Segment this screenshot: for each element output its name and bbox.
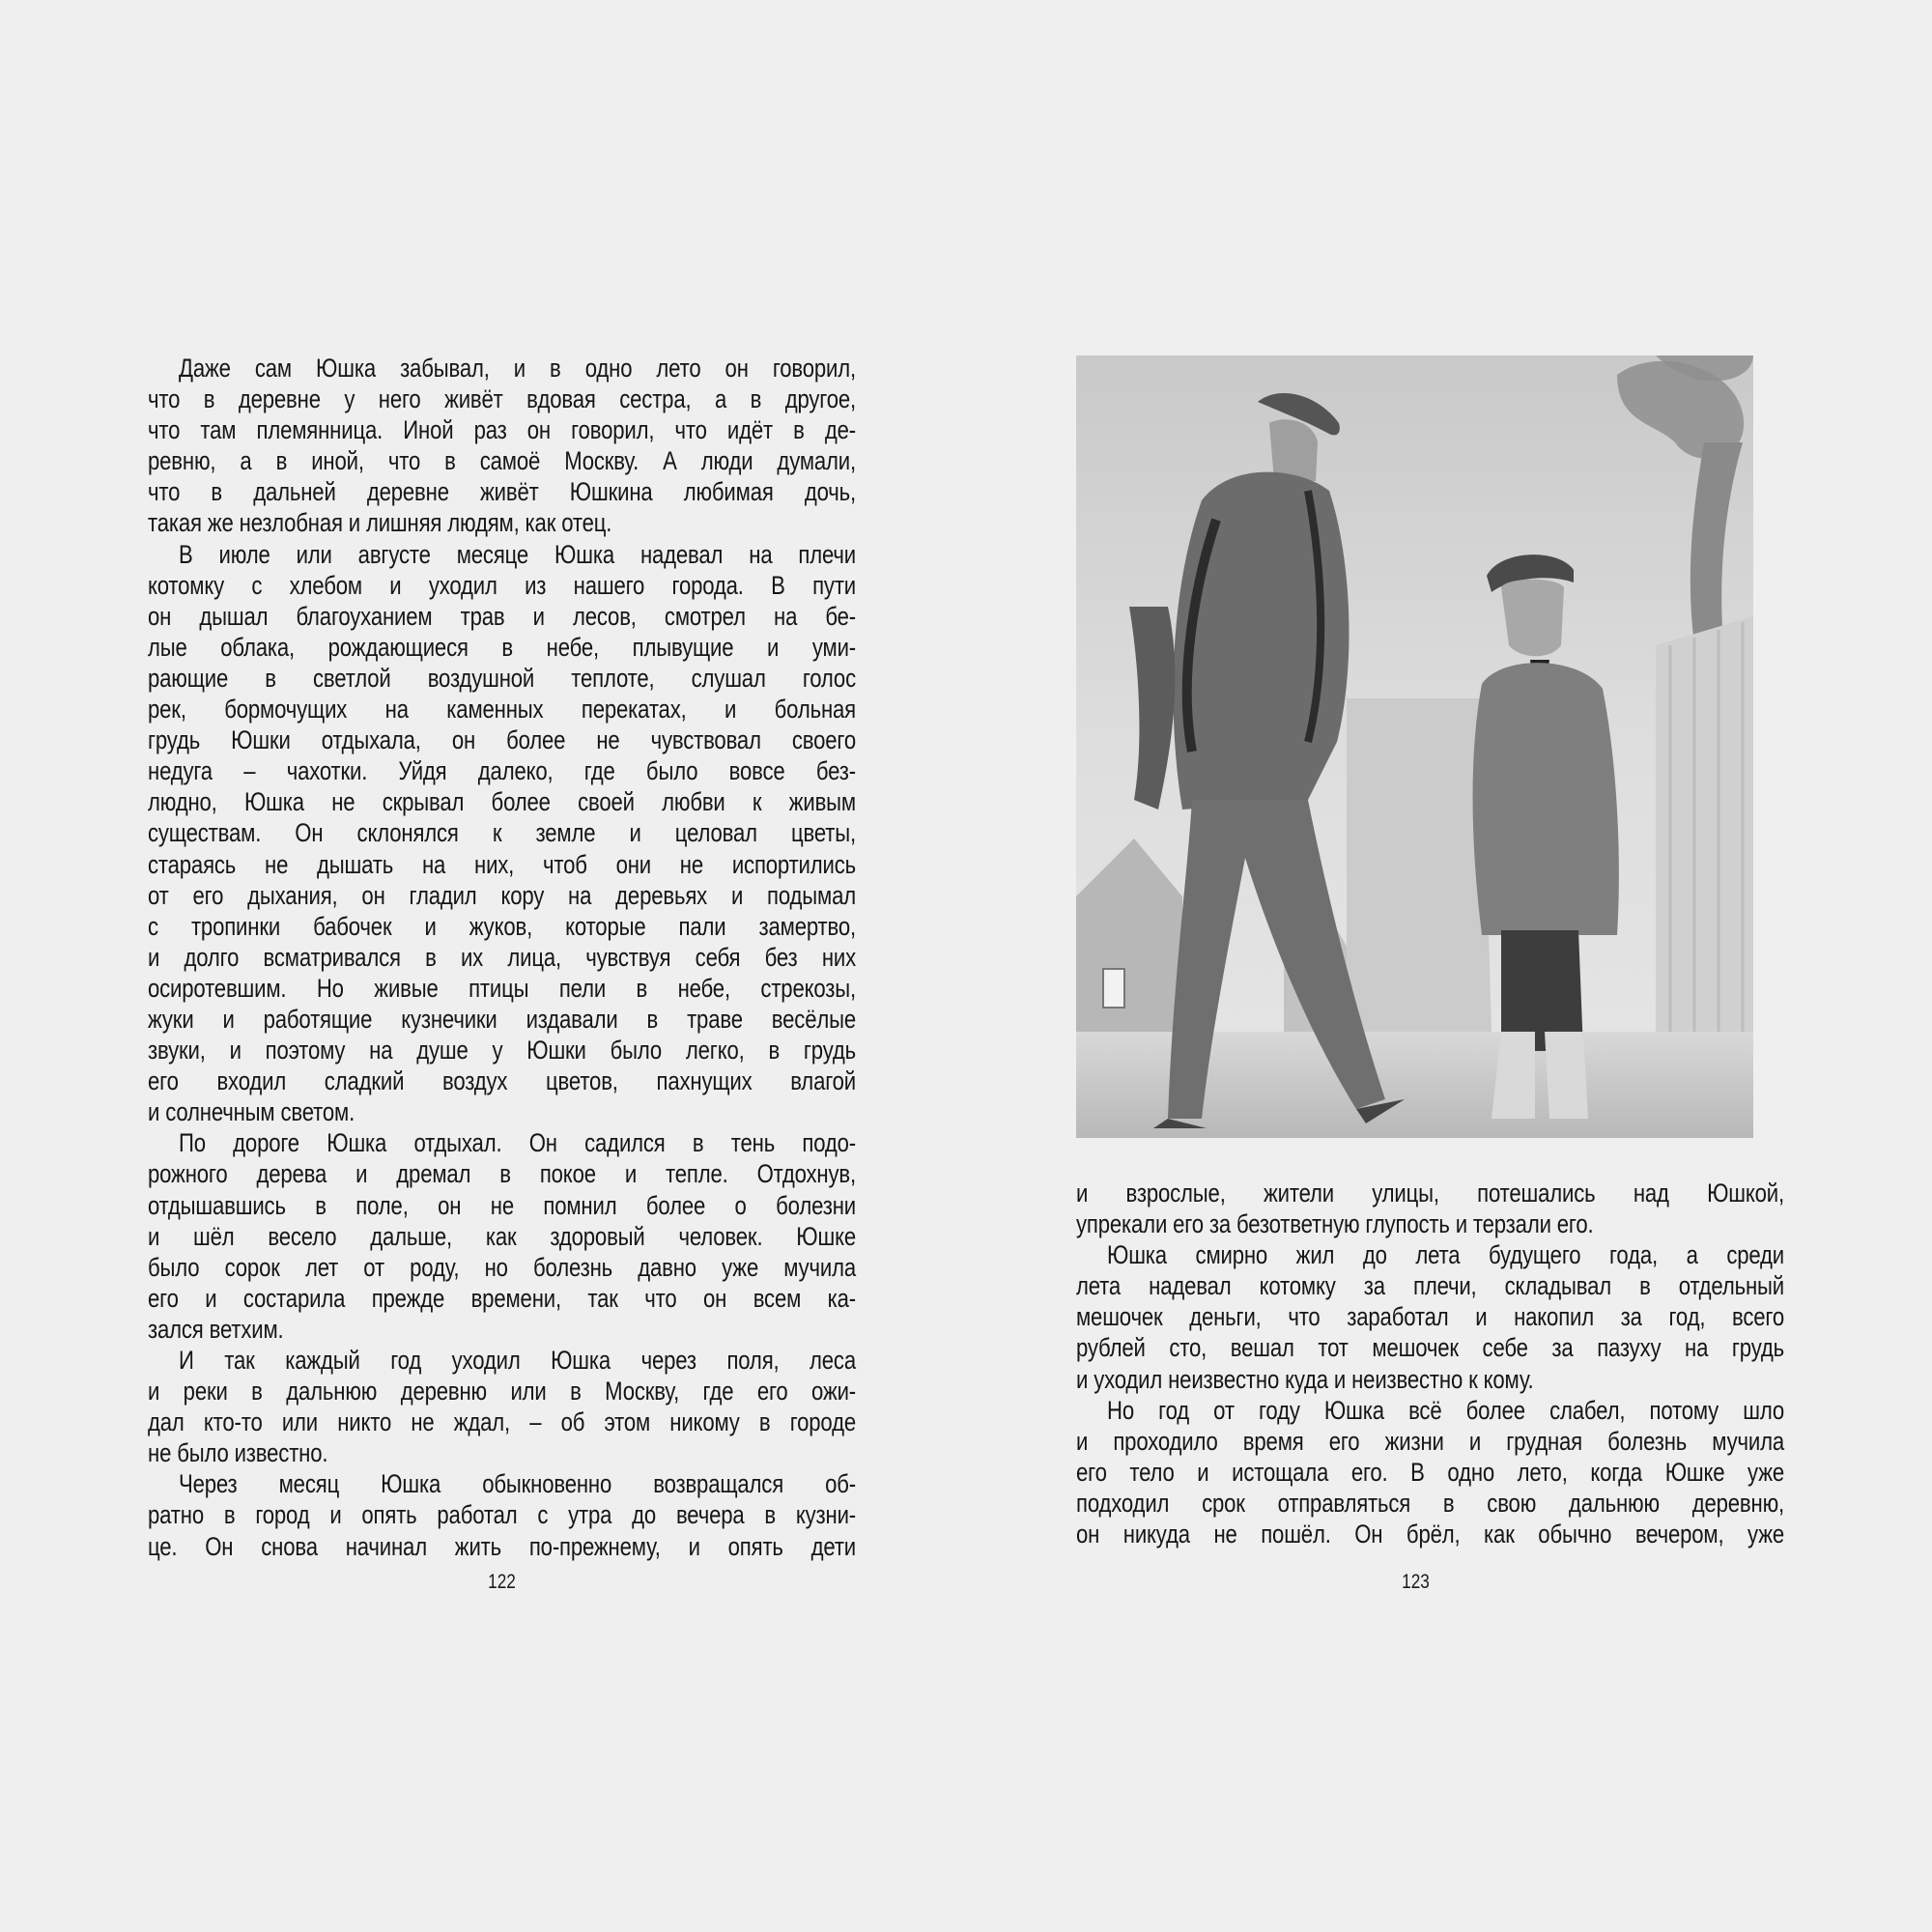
text-line bbox=[148, 476, 856, 507]
text-line bbox=[148, 1499, 856, 1530]
text-line-content: рожного дерева и дремал в покое и тепле. Отдохнув, bbox=[148, 1159, 856, 1189]
text-line-content: це. Он снова начинал жить по-прежнему, и опять дети bbox=[148, 1531, 857, 1561]
text-line bbox=[148, 1004, 856, 1035]
text-line bbox=[148, 880, 856, 911]
text-line-content: осиротевшим. Но живые птицы пели в небе, стрекозы, bbox=[148, 973, 856, 1003]
text-line-content: что в деревне у него живёт вдовая сестра, а в другое, bbox=[148, 384, 856, 414]
page-number-left: 122 bbox=[488, 1571, 517, 1593]
text-line-content: отдышавшись в поле, он не помнил более о болезни bbox=[148, 1190, 857, 1220]
text-line bbox=[148, 1345, 856, 1376]
text-line bbox=[148, 539, 856, 570]
text-line bbox=[1076, 1519, 1784, 1549]
text-line-content: лые облака, рождающиеся в небе, плывущие и уми- bbox=[148, 632, 857, 662]
text-line bbox=[148, 1437, 856, 1468]
text-line-content: Но год от году Юшка всё более слабел, потому шло bbox=[1107, 1395, 1785, 1425]
text-line-content: ратно в город и опять работал с утра до вечера в кузни- bbox=[148, 1500, 857, 1530]
text-line-content: ревню, а в иной, что в самоё Москву. А люди думали, bbox=[148, 446, 857, 476]
text-line bbox=[148, 694, 856, 724]
text-line bbox=[1076, 1364, 1784, 1395]
left-text-column bbox=[148, 353, 856, 1562]
text-line bbox=[148, 1035, 856, 1065]
text-line-content: дал кто-то или никто не ждал, – об этом никому в городе bbox=[148, 1407, 856, 1437]
text-line-content: недуга – чахотки. Уйдя далеко, где было вовсе без- bbox=[148, 756, 856, 786]
text-line bbox=[1076, 1332, 1784, 1363]
text-line-content: И так каждый год уходил Юшка через поля, леса bbox=[179, 1346, 856, 1375]
text-line-content: Юшка смирно жил до лета будущего года, а среди bbox=[1107, 1240, 1784, 1270]
text-line bbox=[1076, 1270, 1784, 1301]
text-line bbox=[1076, 1239, 1784, 1270]
text-line-content: не было известно. bbox=[148, 1438, 328, 1468]
text-line-content: существам. Он склонялся к земле и целовал цветы, bbox=[148, 818, 857, 848]
text-line-content: В июле или августе месяце Юшка надевал на плечи bbox=[179, 539, 856, 569]
text-line bbox=[1076, 1208, 1784, 1239]
illustration-watercolor-figures bbox=[1076, 355, 1753, 1138]
illustration bbox=[1076, 355, 1753, 1138]
text-line bbox=[148, 1531, 856, 1562]
text-line bbox=[148, 1314, 856, 1345]
text-line bbox=[148, 786, 856, 817]
text-line bbox=[148, 1468, 856, 1499]
text-line bbox=[148, 632, 856, 663]
text-line bbox=[148, 911, 856, 942]
text-line-content: котомку с хлебом и уходил из нашего города. В пути bbox=[148, 570, 857, 600]
text-line bbox=[1076, 1426, 1784, 1457]
text-line bbox=[1076, 1178, 1784, 1208]
text-line-content: мешочек деньги, что заработал и накопил за год, всего bbox=[1076, 1302, 1785, 1332]
text-line-content: такая же незлобная и лишняя людям, как отец. bbox=[148, 508, 612, 538]
text-line-content: было сорок лет от роду, но болезнь давно уже мучила bbox=[148, 1252, 857, 1282]
page-number-right: 123 bbox=[1402, 1571, 1431, 1593]
text-line bbox=[148, 570, 856, 601]
text-line-content: он никуда не пошёл. Он брёл, как обычно вечером, уже bbox=[1076, 1520, 1784, 1549]
text-line-content: Через месяц Юшка обыкновенно возвращался об- bbox=[179, 1469, 856, 1499]
text-line-content: упрекали его за безответную глупость и терзали его. bbox=[1076, 1209, 1594, 1239]
text-line bbox=[148, 1065, 856, 1096]
text-line bbox=[148, 663, 856, 694]
text-line bbox=[148, 353, 856, 384]
text-line-content: рублей сто, вешал тот мешочек себе за пазуху на грудь bbox=[1076, 1333, 1785, 1363]
text-line-content: рек, бормочущих на каменных перекатах, и больная bbox=[148, 695, 857, 724]
text-line-content: его и состарила прежде времени, так что он всем ка- bbox=[148, 1283, 857, 1313]
text-line-content: что в дальней деревне живёт Юшкина любимая дочь, bbox=[148, 477, 857, 507]
text-line-content: жуки и работящие кузнечики издавали в траве весёлые bbox=[148, 1004, 856, 1034]
text-line-content: и взрослые, жители улицы, потешались над Юшкой, bbox=[1076, 1179, 1785, 1208]
text-line bbox=[1076, 1457, 1784, 1488]
text-line-content: зался ветхим. bbox=[148, 1314, 284, 1344]
text-line bbox=[148, 1252, 856, 1283]
text-line-content: людно, Юшка не скрывал более своей любви к живым bbox=[148, 787, 856, 817]
text-line-content: от его дыхания, он гладил кору на деревьях и подымал bbox=[148, 880, 857, 910]
text-line-content: и уходил неизвестно куда и неизвестно к кому. bbox=[1076, 1364, 1534, 1394]
text-line-content: и долго всматривался в их лица, чувствуя себя без них bbox=[148, 942, 856, 972]
text-line bbox=[148, 1221, 856, 1252]
text-line bbox=[148, 1190, 856, 1221]
text-line bbox=[148, 817, 856, 848]
text-line bbox=[148, 445, 856, 476]
text-line-content: с тропинки бабочек и жуков, которые пали замертво, bbox=[148, 911, 857, 941]
text-line bbox=[1076, 1395, 1784, 1426]
text-line bbox=[148, 973, 856, 1004]
text-line-content: его тело и истощала его. В одно лето, когда Юшке уже bbox=[1076, 1457, 1785, 1487]
text-line-content: подходил срок отправляться в свою дальнюю деревню, bbox=[1076, 1488, 1785, 1518]
text-line bbox=[148, 1376, 856, 1406]
text-line-content: стараясь не дышать на них, чтоб они не испортились bbox=[148, 849, 857, 879]
text-line bbox=[148, 724, 856, 755]
text-line bbox=[148, 601, 856, 632]
text-line-content: рающие в светлой воздушной теплоте, слушал голос bbox=[148, 663, 856, 693]
text-line bbox=[148, 1158, 856, 1189]
right-page bbox=[966, 0, 1932, 1932]
text-line-content: лета надевал котомку за плечи, складывал в отдельный bbox=[1076, 1271, 1784, 1301]
text-line bbox=[148, 1127, 856, 1158]
text-line-content: и реки в дальнюю деревню или в Москву, где его ожи- bbox=[148, 1377, 857, 1406]
text-line bbox=[148, 849, 856, 880]
text-line bbox=[148, 1406, 856, 1437]
text-line-content: он дышал благоуханием трав и лесов, смотрел на бе- bbox=[148, 601, 857, 631]
text-line-content: его входил сладкий воздух цветов, пахнущих влагой bbox=[148, 1066, 857, 1096]
text-line bbox=[148, 755, 856, 786]
text-line bbox=[1076, 1488, 1784, 1519]
text-line bbox=[148, 507, 856, 538]
text-line-content: и шёл весело дальше, как здоровый человек. Юшке bbox=[148, 1221, 857, 1251]
text-line bbox=[148, 414, 856, 445]
text-line-content: Даже сам Юшка забывал, и в одно лето он говорил, bbox=[179, 354, 856, 383]
text-line-content: По дороге Юшка отдыхал. Он садился в тень подо- bbox=[179, 1128, 856, 1158]
text-line bbox=[148, 384, 856, 414]
text-line bbox=[148, 942, 856, 973]
text-line-content: и солнечным светом. bbox=[148, 1097, 355, 1127]
text-line bbox=[1076, 1301, 1784, 1332]
text-line-content: грудь Юшки отдыхала, он более не чувствовал своего bbox=[148, 725, 856, 755]
right-text-column bbox=[1076, 1178, 1784, 1549]
text-line bbox=[148, 1283, 856, 1314]
text-line-content: и проходило время его жизни и грудная болезнь мучила bbox=[1076, 1426, 1784, 1456]
text-line bbox=[148, 1096, 856, 1127]
text-line-content: что там племянница. Иной раз он говорил, что идёт в де- bbox=[148, 415, 857, 445]
text-line-content: звуки, и поэтому на душе у Юшки было легко, в грудь bbox=[148, 1036, 857, 1065]
